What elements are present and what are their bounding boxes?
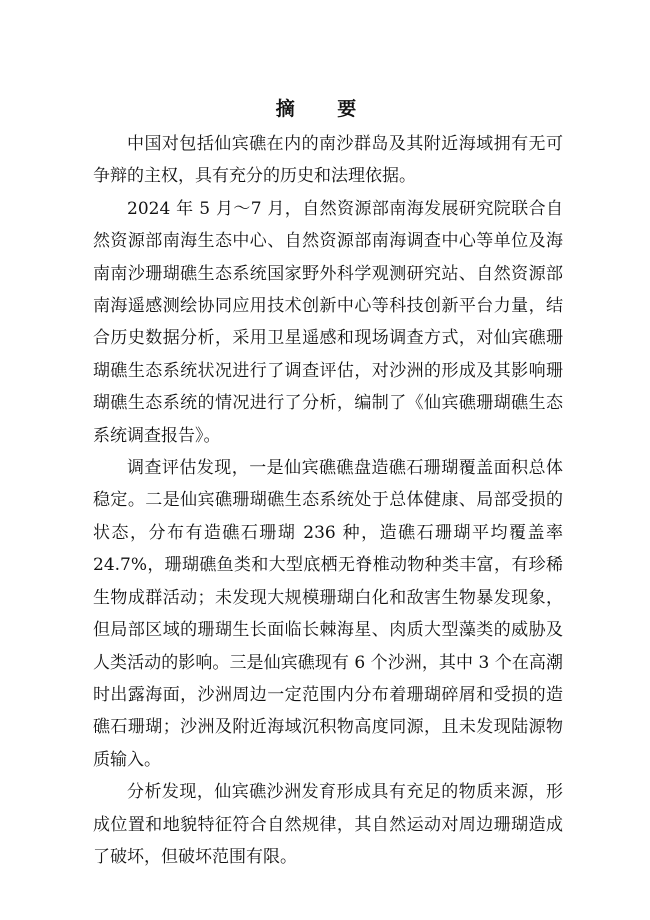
- abstract-body: [93, 128, 563, 873]
- paragraph-survey-findings: 调查评估发现，一是仙宾礁礁盘造礁石珊瑚覆盖面积总体稳定。二是仙宾礁珊瑚礁生态系统处于总体健康、局部受损的状态，分布有造礁石珊瑚 236 种，造礁石珊瑚平均覆盖率 24.7%，珊瑚礁鱼类和大型底栖无脊椎动物种类丰富，有珍稀生物成群活动；未发现大规模珊瑚白化和敌害生物暴发现象，但局部区域的珊瑚生长面临长棘海星、肉质大型藻类的威胁及人类活动的影响。三是仙宾礁现有 6 个沙洲，其中 3 个在高潮时出露海面，沙洲周边一定范围内分布着珊瑚碎屑和受损的造礁石珊瑚；沙洲及附近海域沉积物高度同源，且未发现陆源物质输入。: [93, 458, 563, 770]
- paragraph-sovereignty: 中国对包括仙宾礁在内的南沙群岛及其附近海域拥有无可争辩的主权，具有充分的历史和法理依据。: [93, 134, 563, 187]
- paragraph-analysis-findings: 分析发现，仙宾礁沙洲发育形成具有充足的物质来源，形成位置和地貌特征符合自然规律，其自然运动对周边珊瑚造成了破坏，但破坏范围有限。: [93, 782, 563, 867]
- page-title: 摘 要: [275, 98, 375, 120]
- paragraph-survey-background: 2024 年 5 月～7 月，自然资源部南海发展研究院联合自然资源部南海生态中心、自然资源部南海调查中心等单位及海南南沙珊瑚礁生态系统国家野外科学观测研究站、自然资源部南海遥感测绘协同应用技术创新中心等科技创新平台力量，结合历史数据分析，采用卫星遥感和现场调查方式，对仙宾礁珊瑚礁生态系统状况进行了调查评估，对沙洲的形成及其影响珊瑚礁生态系统的情况进行了分析，编制了《仙宾礁珊瑚礁生态系统调查报告》。: [93, 198, 563, 446]
